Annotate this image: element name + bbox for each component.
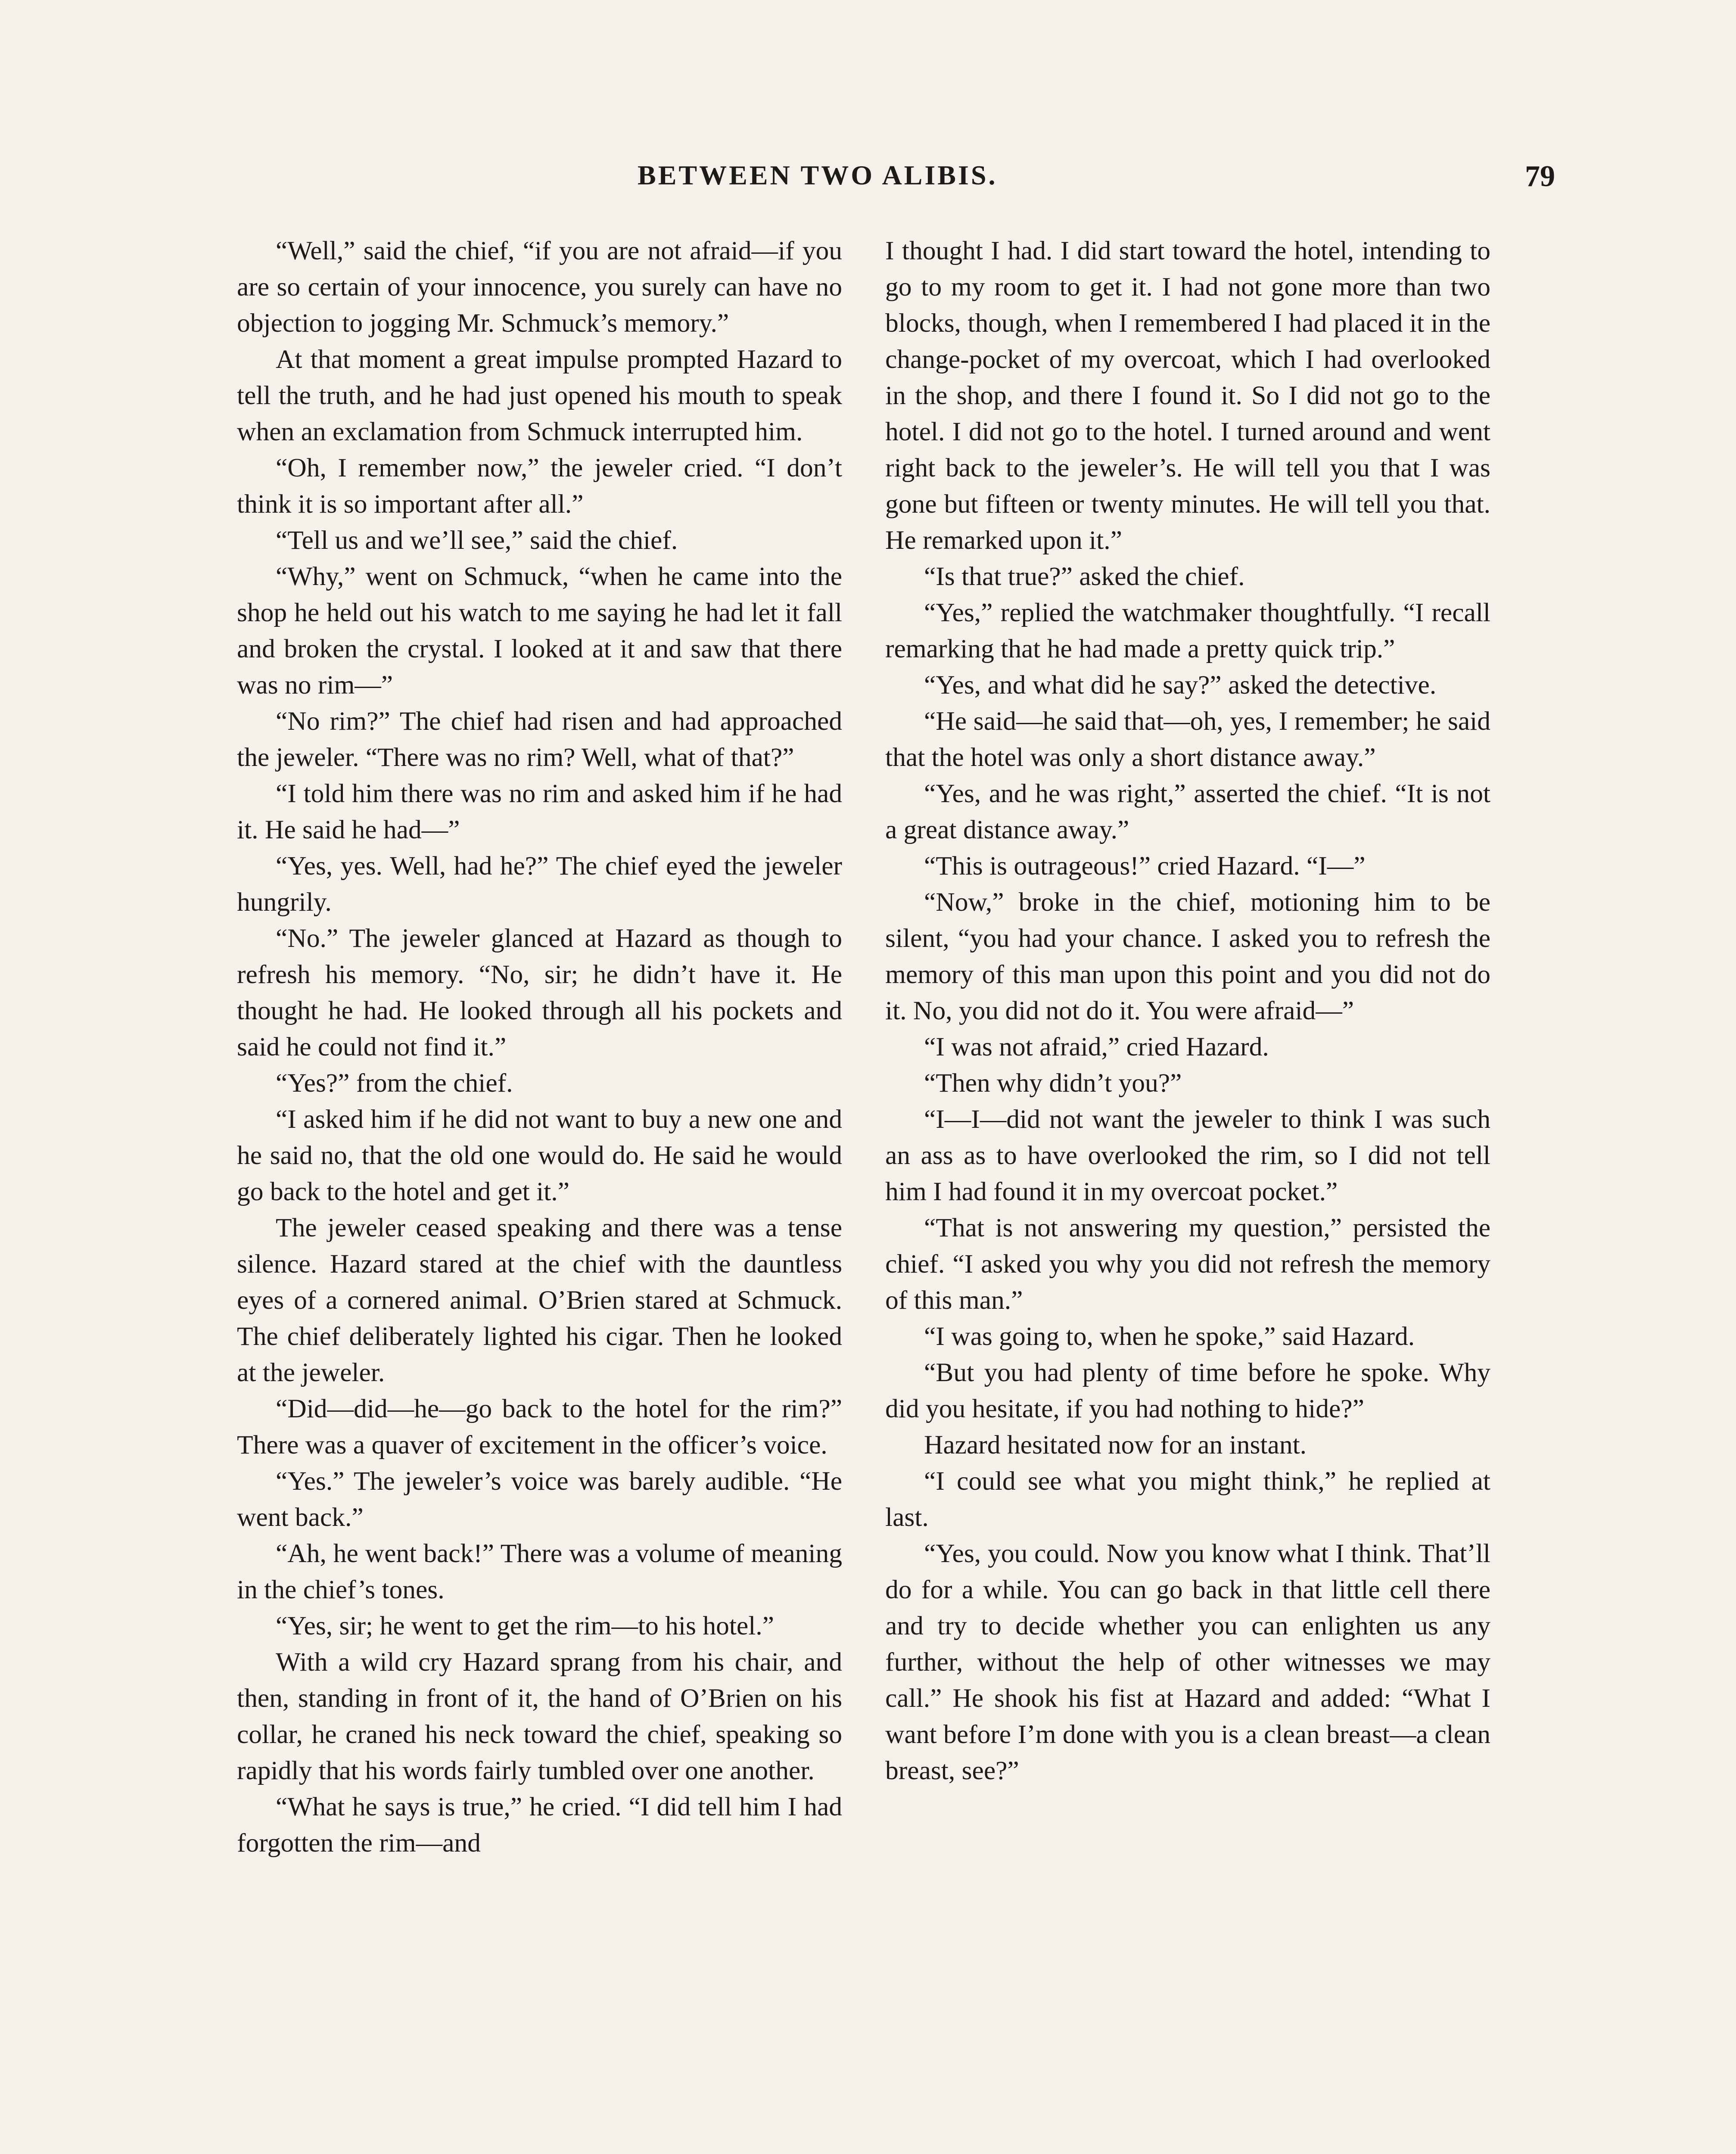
paragraph: “This is outrageous!” cried Hazard. “I—” xyxy=(924,851,1366,881)
right-column xyxy=(885,233,1490,2154)
paragraph: “Now,” broke in the chief, motioning him to be silent, “you had your chance. I asked you to refresh the memory of this man upon this point and you did not do it. No, you did not do it. You were afraid—” xyxy=(885,887,1490,1025)
paragraph: “Yes, and what did he say?” asked the detective. xyxy=(924,670,1437,700)
paragraph: “Is that true?” asked the chief. xyxy=(924,562,1245,591)
paragraph: “But you had plenty of time before he spoke. Why did you hesitate, if you had nothing to hide?” xyxy=(885,1358,1490,1423)
paragraph: With a wild cry Hazard sprang from his chair, and then, standing in front of it, the hand of O’Brien on his collar, he craned his neck toward the chief, speaking so rapidly that his words fairly tumbled over one another. xyxy=(237,1647,842,1785)
paragraph: “I told him there was no rim and asked him if he had it. He said he had—” xyxy=(237,779,842,844)
paragraph: “He said—he said that—oh, yes, I remember; he said that the hotel was only a short distance away.” xyxy=(885,707,1490,772)
paragraph: “No rim?” The chief had risen and had approached the jeweler. “There was no rim? Well, what of that?” xyxy=(237,707,842,772)
left-column xyxy=(237,233,842,2154)
paragraph: “Well,” said the chief, “if you are not afraid—if you are so certain of your innocence, you surely can have no objection to jogging Mr. Schmuck’s memory.” xyxy=(237,236,842,338)
paragraph: “Ah, he went back!” There was a volume of meaning in the chief’s tones. xyxy=(237,1539,842,1604)
paragraph: “Yes.” The jeweler’s voice was barely audible. “He went back.” xyxy=(237,1466,842,1532)
paragraph: The jeweler ceased speaking and there was a tense silence. Hazard stared at the chief with the dauntless eyes of a cornered animal. O’Brien stared at Schmuck. The chief deliberately lighted his cigar. Then he looked at the jeweler. xyxy=(237,1213,842,1387)
paragraph: At that moment a great impulse prompted Hazard to tell the truth, and he had just opened his mouth to speak when an exclamation from Schmuck interrupted him. xyxy=(237,345,842,446)
paragraph: “I could see what you might think,” he replied at last. xyxy=(885,1466,1490,1532)
paragraph: “What he says is true,” he cried. “I did tell him I had forgotten the rim—and xyxy=(237,1792,842,1858)
running-title: BETWEEN TWO ALIBIS. xyxy=(638,160,998,190)
paragraph: Hazard hesitated now for an instant. xyxy=(924,1430,1307,1460)
paragraph: “I was going to, when he spoke,” said Hazard. xyxy=(924,1322,1415,1351)
paragraph: “Oh, I remember now,” the jeweler cried. “I don’t think it is so important after all.” xyxy=(237,453,842,519)
paragraph: “Yes, you could. Now you know what I think. That’ll do for a while. You can go back in that little cell there and try to decide whether you can enlighten us any further, without the help of other witnesses we may call.” He shook his fist at Hazard and added: “What I want before I’m done with you is a clean breast—a clean breast, see?” xyxy=(885,1539,1490,1785)
continued-paragraph: I thought I had. I did start toward the hotel, intending to go to my room to get it. I had not gone more than two blocks, though, when I remembered I had placed it in the change-pocket of my overcoat, which I had overlooked in the shop, and there I found it. So I did not go to the hotel. I did not go to the hotel. I turned around and went right back to the jeweler’s. He will tell you that I was gone but fifteen or twenty minutes. He will tell you that. He remarked upon it.” xyxy=(885,236,1490,555)
paragraph: “I was not afraid,” cried Hazard. xyxy=(924,1032,1269,1061)
paragraph: “No.” The jeweler glanced at Hazard as though to refresh his memory. “No, sir; he didn’t have it. He thought he had. He looked through all his pockets and said he could not find it.” xyxy=(237,924,842,1061)
page-number: 79 xyxy=(1525,160,1555,193)
paragraph: “Yes, yes. Well, had he?” The chief eyed the jeweler hungrily. xyxy=(237,851,842,917)
paragraph: “Did—did—he—go back to the hotel for the rim?” There was a quaver of excitement in the officer’s voice. xyxy=(237,1394,842,1460)
paragraph: “Yes, and he was right,” asserted the chief. “It is not a great distance away.” xyxy=(885,779,1490,844)
paragraph: “Why,” went on Schmuck, “when he came into the shop he held out his watch to me saying he had let it fall and broken the crystal. I looked at it and saw that there was no rim—” xyxy=(237,562,842,700)
paragraph: “Then why didn’t you?” xyxy=(924,1068,1182,1098)
paragraph: “That is not answering my question,” persisted the chief. “I asked you why you did not refresh the memory of this man.” xyxy=(885,1213,1490,1315)
paragraph: “Tell us and we’ll see,” said the chief. xyxy=(276,526,678,555)
paragraph: “Yes,” replied the watchmaker thoughtfully. “I recall remarking that he had made a pretty quick trip.” xyxy=(885,598,1490,663)
paragraph: “I—I—did not want the jeweler to think I was such an ass as to have overlooked the rim, so I did not tell him I had found it in my overcoat pocket.” xyxy=(885,1105,1490,1206)
page-header xyxy=(638,159,1555,202)
paragraph: “Yes, sir; he went to get the rim—to his hotel.” xyxy=(276,1611,774,1640)
paragraph: “I asked him if he did not want to buy a new one and he said no, that the old one would do. He said he would go back to the hotel and get it.” xyxy=(237,1105,842,1206)
paragraph: “Yes?” from the chief. xyxy=(276,1068,513,1098)
